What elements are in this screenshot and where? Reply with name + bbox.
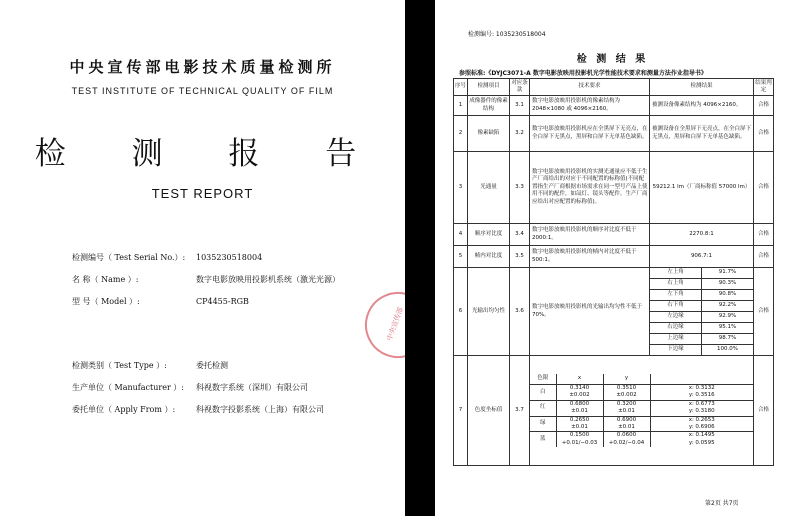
results-table (453, 78, 774, 466)
manufacturer-row (72, 382, 308, 393)
chroma-ry: y: 0.0595 (688, 439, 715, 446)
row-verdict: 合格 (754, 116, 774, 152)
chroma-x-spec (556, 432, 603, 447)
chroma-color: 蓝 (530, 432, 556, 447)
row-item: 光通量 (468, 152, 510, 224)
uniformity-val: 91.7% (702, 268, 754, 279)
header-cell: 结果判定 (754, 79, 774, 96)
row-verdict: 合格 (754, 224, 774, 246)
uniformity-val: 90.8% (702, 290, 754, 301)
report-title-cn: 检 测 报 告 (34, 136, 385, 172)
chroma-y-tol: ±0.01 (618, 408, 635, 415)
results-title: 检 测 结 果 (576, 54, 649, 65)
name-value: 数字电影放映用投影机系统（激光光源） (196, 275, 340, 284)
table-row (454, 116, 774, 152)
row-item: 色度坐标值 (468, 356, 510, 466)
chroma-measured (650, 432, 753, 447)
model-row (72, 296, 249, 307)
manufacturer-label: 生产单位（ Manufacturer ）: (72, 383, 185, 392)
chroma-y: 0.3510 (616, 384, 637, 391)
category-label: 检测类别（ Test Type ）: (72, 361, 167, 370)
row-no: 5 (454, 246, 468, 268)
row-no: 6 (454, 268, 468, 356)
table-row (454, 152, 774, 224)
report-title-en: TEST REPORT (151, 186, 254, 201)
model-value: CP4455-RGB (196, 297, 249, 306)
chroma-x-spec (556, 416, 603, 432)
chroma-y-spec (603, 400, 650, 416)
uniformity-val: 98.7% (702, 334, 754, 345)
chroma-measured (650, 400, 753, 416)
chroma-color: 绿 (530, 416, 556, 432)
uniformity-val: 92.9% (702, 312, 754, 323)
uniformity-table (650, 268, 753, 355)
chroma-rx: x: 0.6773 (688, 400, 715, 407)
row-clause: 3.6 (510, 268, 530, 356)
uniformity-pos: 左下角 (650, 290, 702, 301)
table-row (454, 268, 774, 356)
row-result: 906.7:1 (650, 246, 754, 268)
chroma-x: 0.2650 (569, 416, 590, 423)
row-no: 7 (454, 356, 468, 466)
uniformity-val: 92.2% (702, 301, 754, 312)
chroma-y-spec (603, 416, 650, 432)
row-clause: 3.4 (510, 224, 530, 246)
chroma-x: 0.6800 (569, 400, 590, 407)
table-row (454, 224, 774, 246)
results-serial: 检测编号: 1035230518004 (468, 31, 546, 38)
chroma-y-tol: +0.02/−0.04 (608, 439, 645, 446)
row-verdict: 合格 (754, 268, 774, 356)
row-clause: 3.7 (510, 356, 530, 466)
row-item: 像素缺陷 (468, 116, 510, 152)
table-header (454, 79, 774, 96)
chroma-y-spec (603, 384, 650, 400)
row-result: 2270.8:1 (650, 224, 754, 246)
client-value: 科视数字投影系统（上海）有限公司 (196, 405, 324, 414)
chroma-row-white (530, 384, 753, 400)
uniformity-cell (650, 268, 754, 356)
row-clause: 3.5 (510, 246, 530, 268)
chroma-x-tol: ±0.01 (571, 423, 588, 430)
chroma-y: 0.6900 (616, 416, 637, 423)
chroma-x-spec (556, 384, 603, 400)
chroma-x: 0.3140 (569, 384, 590, 391)
row-result: 被测设备在全黑屏下无亮点，在全白屏下无黑点，黑屏和白屏下无单基色缺陷。 (650, 116, 754, 152)
chroma-row-blue (530, 432, 753, 447)
chroma-x-tol: ±0.002 (569, 392, 590, 399)
uniformity-pos: 左边缘 (650, 312, 702, 323)
chroma-x-spec (556, 400, 603, 416)
chroma-measured (650, 384, 753, 400)
chroma-y-spec (603, 432, 650, 447)
row-no: 3 (454, 152, 468, 224)
chroma-x-tol: +0.01/−0.03 (561, 439, 598, 446)
client-row (72, 404, 324, 415)
results-page (435, 0, 790, 516)
row-verdict: 合格 (754, 356, 774, 466)
chroma-y-tol: ±0.01 (618, 423, 635, 430)
chroma-rx: x: 0.1495 (688, 432, 715, 439)
row-verdict: 合格 (754, 152, 774, 224)
header-cell: 技术要求 (530, 79, 650, 96)
row-no: 2 (454, 116, 468, 152)
uniformity-pos: 右边缘 (650, 323, 702, 334)
category-value: 委托检测 (196, 361, 228, 370)
chroma-ry: y: 0.3180 (688, 408, 715, 415)
chroma-y: 0.0600 (616, 432, 637, 439)
header-cell: 检测结果 (650, 79, 754, 96)
chroma-head: x (556, 374, 603, 385)
chroma-x: 0.1500 (569, 432, 590, 439)
category-row (72, 360, 228, 371)
row-item: 光输出均匀性 (468, 268, 510, 356)
chroma-head-blank (650, 374, 753, 385)
name-label: 名 称（ Name ）: (72, 275, 139, 284)
row-clause: 3.3 (510, 152, 530, 224)
page-divider (405, 0, 435, 516)
uniformity-val: 95.1% (702, 323, 754, 334)
serial-value: 1035230518004 (196, 253, 263, 262)
model-label: 型 号（ Model ）: (72, 297, 140, 306)
uniformity-pos: 下边缘 (650, 345, 702, 356)
row-no: 4 (454, 224, 468, 246)
chroma-head: y (603, 374, 650, 385)
institute-name-en: TEST INSTITUTE OF TECHNICAL QUALITY OF FILM (71, 86, 334, 96)
uniformity-pos: 左上角 (650, 268, 702, 279)
row-result: 59212.1 lm（厂商标称值 57000 lm） (650, 152, 754, 224)
row-requirement: 数字电影放映用投影机的帧内对比度不低于 500:1。 (530, 246, 650, 268)
chroma-ry: y: 0.3516 (688, 392, 715, 399)
row-verdict: 合格 (754, 246, 774, 268)
institute-name-cn: 中央宣传部电影技术质量检测所 (69, 58, 336, 76)
chroma-ry: y: 0.6906 (688, 423, 715, 430)
chroma-rx: x: 0.3132 (688, 384, 715, 391)
manufacturer-value: 科视数字系统（深圳）有限公司 (196, 383, 308, 392)
chromaticity-cell (530, 356, 754, 466)
client-label: 委托单位（ Apply From ）: (72, 405, 176, 414)
row-clause: 3.2 (510, 116, 530, 152)
serial-row (72, 252, 262, 263)
row-requirement: 数字电影放映用投影机应在全黑屏下无亮点，在全白屏下无黑点，黑屏和白屏下无单基色缺陷。 (530, 116, 650, 152)
chroma-y: 0.3200 (616, 400, 637, 407)
uniformity-val: 100.0% (702, 345, 754, 356)
row-clause: 3.1 (510, 96, 530, 116)
chroma-row-red (530, 400, 753, 416)
chroma-y-tol: ±0.002 (616, 392, 637, 399)
chroma-x-tol: ±0.01 (571, 408, 588, 415)
uniformity-val: 90.3% (702, 279, 754, 290)
reference-standard: 参照标准:《DYJC3071-A 数字电影放映用投影机光学性能技术要求和测量方法作业指导书》 (459, 70, 707, 77)
table-row (454, 246, 774, 268)
chroma-head: 色限 (530, 374, 556, 385)
row-requirement: 数字电影放映用投影机的光输出均匀性不低于 70%。 (530, 268, 650, 356)
header-cell: 序号 (454, 79, 468, 96)
row-no: 1 (454, 96, 468, 116)
uniformity-pos: 右下角 (650, 301, 702, 312)
uniformity-pos: 右上角 (650, 279, 702, 290)
page-number: 第2页 共7页 (705, 500, 739, 507)
table-row (454, 96, 774, 116)
row-requirement: 数字电影放映用投影机的像素结构为 2048×1080 或 4096×2160。 (530, 96, 650, 116)
uniformity-pos: 上边缘 (650, 334, 702, 345)
row-item: 顺序对比度 (468, 224, 510, 246)
chroma-color: 红 (530, 400, 556, 416)
table-row (454, 356, 774, 466)
header-cell: 对应条款 (510, 79, 530, 96)
chroma-row-green (530, 416, 753, 432)
chromaticity-table (530, 374, 753, 447)
name-row (72, 274, 340, 285)
chroma-measured (650, 416, 753, 432)
row-requirement: 数字电影放映用投影机的实测光通量应不低于生产厂商给出的对应于不同配置的标称值(不同配置指生产厂商根据市场需求在同一型号产品上使用不同的配件，如氙灯、镜头等配件。生产厂商应给出对应配置的标称值)。 (530, 152, 650, 224)
row-verdict: 合格 (754, 96, 774, 116)
header-cell: 检测项目 (468, 79, 510, 96)
row-item: 帧内对比度 (468, 246, 510, 268)
row-result: 被测设备像素结构为 4096×2160。 (650, 96, 754, 116)
chroma-rx: x: 0.2653 (688, 416, 715, 423)
chroma-color: 白 (530, 384, 556, 400)
seal-text: 中央宣传部 (385, 306, 405, 342)
row-requirement: 数字电影放映用投影机的顺序对比度不低于 2000:1。 (530, 224, 650, 246)
row-item: 成像器件的像素结构 (468, 96, 510, 116)
serial-label: 检测编号（ Test Serial No.）: (72, 253, 186, 262)
